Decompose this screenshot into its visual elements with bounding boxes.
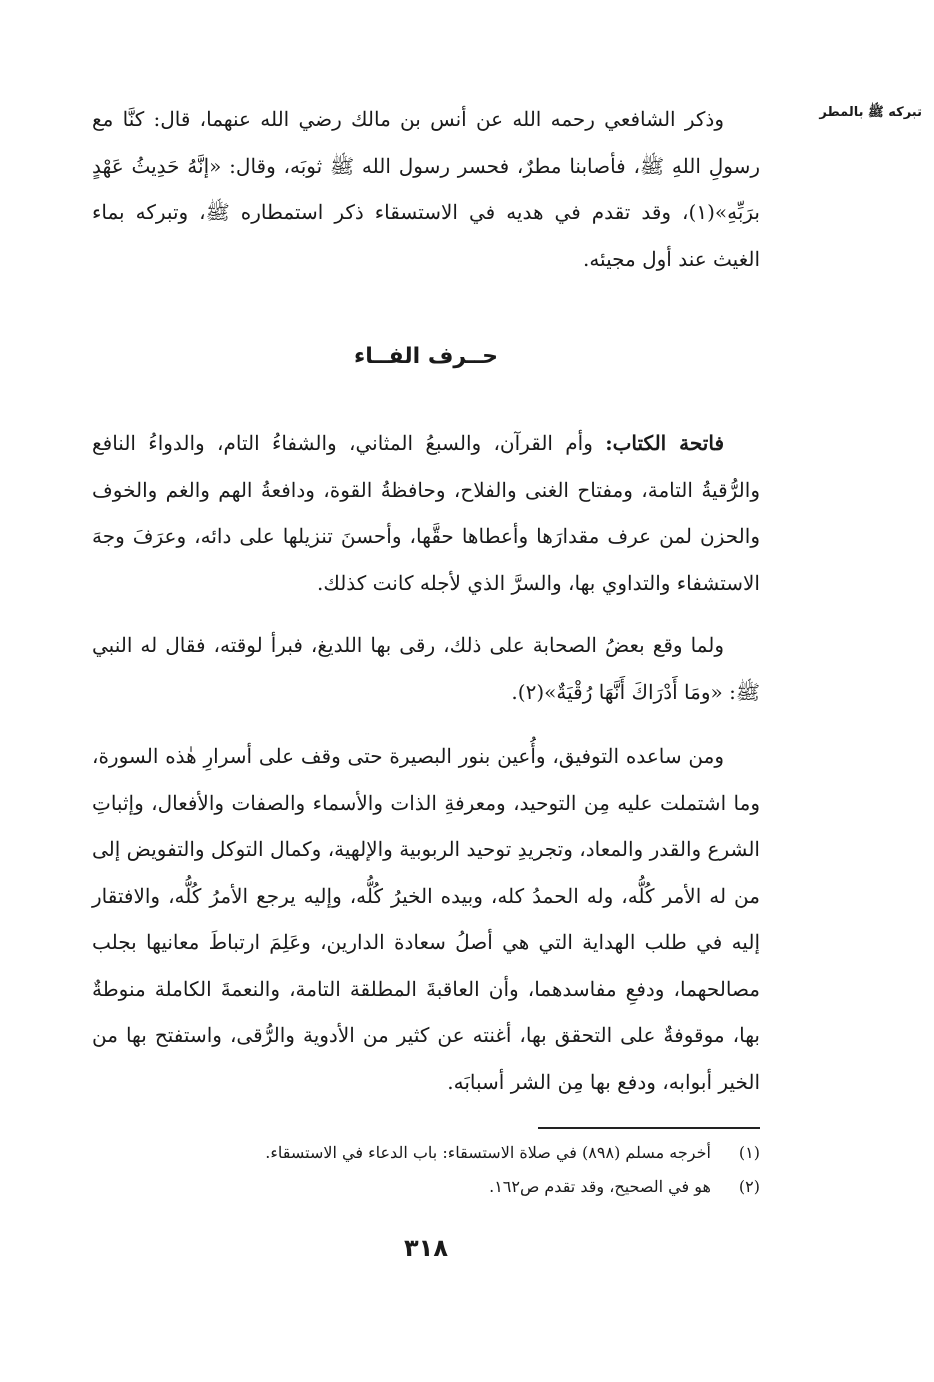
fatiha-block — [92, 420, 760, 606]
footnote-text: هو في الصحيح، وقد تقدم ص١٦٢. — [489, 1177, 711, 1196]
footnotes — [92, 1136, 760, 1204]
footnote-divider — [538, 1127, 760, 1129]
sahaba-block — [92, 622, 760, 715]
page-number: ٣١٨ — [404, 1234, 448, 1262]
tawfiq-paragraph: ومن ساعده التوفيق، وأُعين بنور البصيرة حتى وقف على أسرارِ هٰذه السورة، وما اشتملت عليه مِن التوحيد، ومعرفةِ الذات والأسماء والصفات والأفعال، وإثباتِ الشرع والقدر والمعاد، وتجريدِ توحيد الربوبية والإلهية، وكمال التوكل والتفويض إلى من له الأمر كُلُّه، وله الحمدُ كله، وبيده الخيرُ كُلُّه، وإليه يرجع الأمرُ كُلُّه، والافتقار إليه في طلب الهداية التي هي أصلُ سعادة الدارين، وعَلِمَ ارتباطَ معانيها بجلب مصالحهما، ودفعِ مفاسدهما، وأن العاقبةَ المطلقة التامة، والنعمةَ الكاملة منوطةٌ بها، موقوفةٌ على التحقق بها، أغنته عن كثير من الأدوية والرُّقى، واستفتح بها من الخير أبوابه، ودفع بها مِن الشر أسبابَه. — [92, 744, 760, 1094]
fatiha-paragraph — [92, 420, 760, 606]
intro-block — [92, 96, 760, 282]
fatiha-term: فاتحة الكتاب: — [605, 431, 725, 455]
sahaba-paragraph: ولما وقع بعضُ الصحابة على ذلك، رقى بها اللديغ، فبرأ لوقته، فقال له النبي ﷺ: «ومَا أَدْرَاكَ أَنَّهَا رُقْيَةٌ»(٢). — [92, 633, 760, 704]
section-heading: حــرف الفــاء — [354, 344, 498, 369]
margin-note: تبركه ﷺ بالمطر — [819, 105, 922, 120]
footnote-number: (٢) — [738, 1177, 760, 1196]
tawfiq-block — [92, 733, 760, 1105]
intro-paragraph: وذكر الشافعي رحمه الله عن أنس بن مالك رضي الله عنهما، قال: كنَّا مع رسولِ اللهِ ﷺ، فأصابنا مطرٌ، فحسر رسول الله ﷺ ثوبَه، وقال: «إنَّهُ حَدِيثُ عَهْدٍ برَبِّهِ»(١)، وقد تقدم في هديه في الاستسقاء ذكر استمطاره ﷺ، وتبركه بماء الغيث عند أول مجيئه. — [92, 107, 760, 271]
footnote-item — [92, 1136, 760, 1170]
fatiha-text: وأم القرآن، والسبعُ المثاني، والشفاءُ التام، والدواءُ النافع والرُّقيةُ التامة، ومفتاح الغنى والفلاح، وحافظةُ القوة، ودافعةُ الهم والغم والخوف والحزن لمن عرف مقدارَها وأعطاها حقَّها، وأحسنَ تنزيلها على دائه، وعرَفَ وجهَ الاستشفاء والتداوي بها، والسرَّ الذي لأجله كانت كذلك. — [92, 431, 760, 595]
footnote-number: (١) — [738, 1143, 760, 1162]
footnote-item — [92, 1170, 760, 1204]
footnote-text: أخرجه مسلم (٨٩٨) في صلاة الاستسقاء: باب الدعاء في الاستسقاء. — [265, 1143, 711, 1162]
